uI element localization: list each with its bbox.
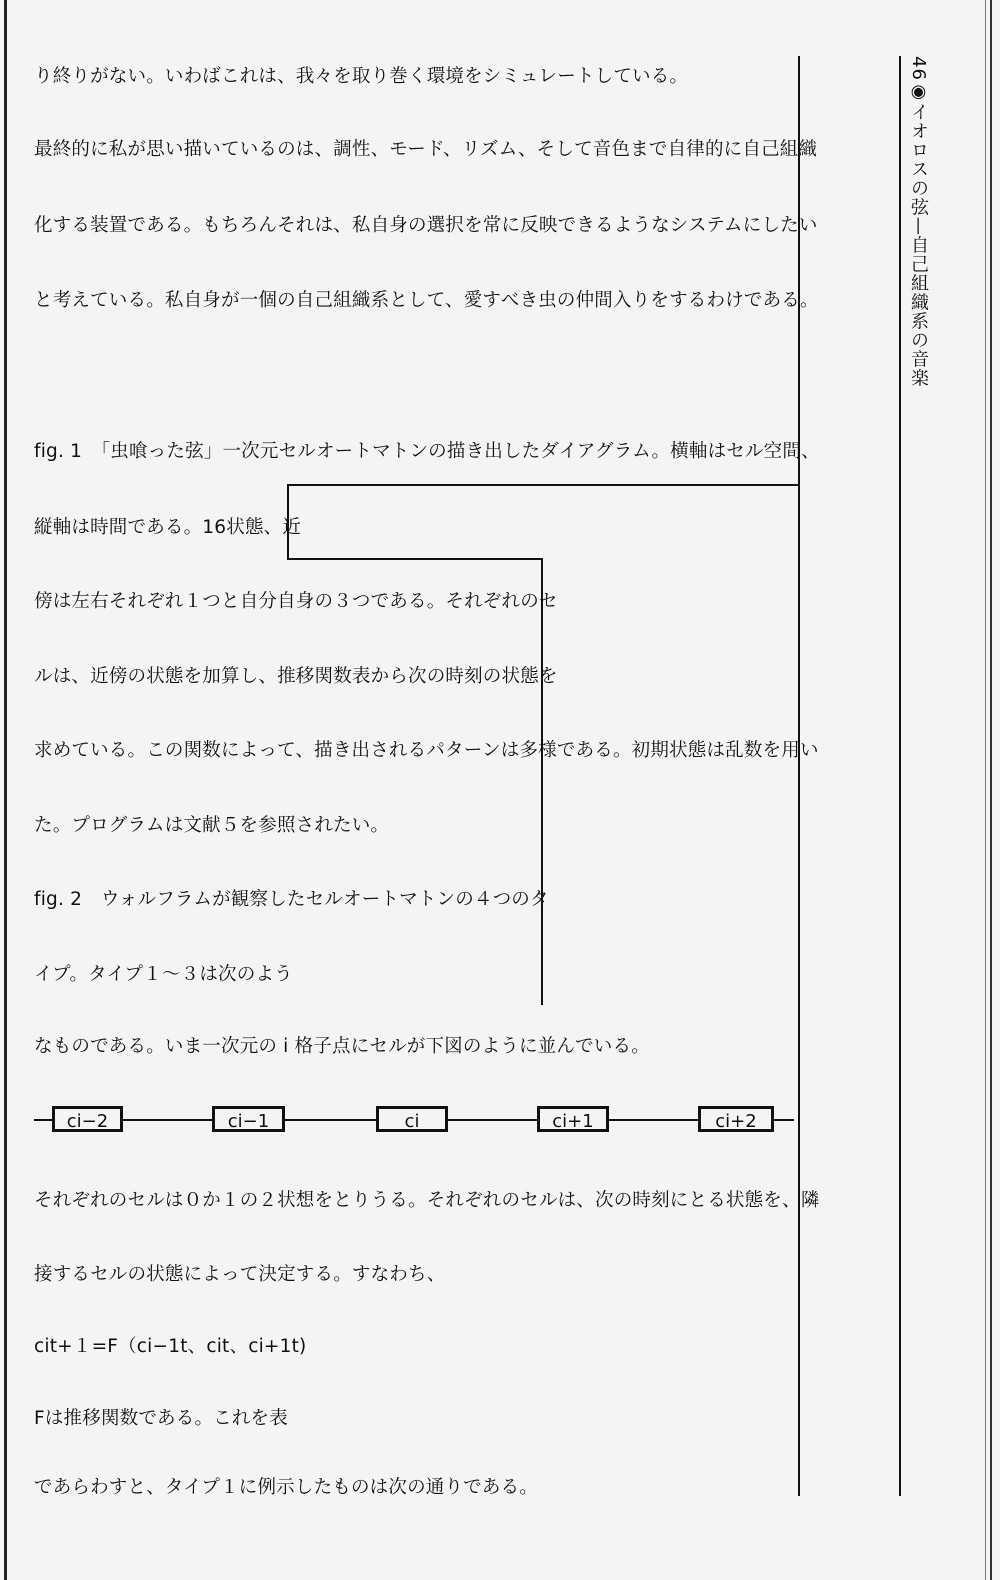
cell-lattice-diagram	[34, 1104, 794, 1136]
margin-rule	[899, 56, 901, 1496]
body-line: であらわすと、タイプ１に例示したものは次の通りである。	[34, 1477, 538, 1498]
figure-frame-inner	[541, 558, 543, 1005]
cell-box: ci+1	[537, 1106, 609, 1132]
caption-line: なものである。いま一次元の i 格子点にセルが下図のように並んでいる。	[34, 1036, 650, 1057]
caption-line: 縦軸は時間である。16状態、近	[34, 517, 302, 538]
body-line: Fは推移関数である。これを表	[34, 1408, 288, 1429]
body-line: 接するセルの状態によって決定する。すなわち、	[34, 1264, 446, 1285]
page-edge	[4, 0, 7, 1580]
body-line: り終りがない。いわばこれは、我々を取り巻く環境をシミュレートしている。	[34, 66, 689, 87]
cell-box: ci−1	[212, 1106, 285, 1132]
column-rule	[798, 56, 800, 1496]
caption-line: fig. 2 ウォルフラムが観察したセルオートマトンの４つのタ	[34, 889, 549, 910]
cell-box: ci−2	[52, 1106, 123, 1132]
body-line: 最終的に私が思い描いているのは、調性、モード、リズム、そして音色まで自律的に自己組織	[34, 139, 818, 160]
page-edge	[990, 0, 992, 1580]
caption-line: 傍は左右それぞれ１つと自分自身の３つである。それぞれのセ	[34, 591, 558, 612]
figure-frame-step	[287, 558, 543, 560]
formula-line: cit+１=F（ci−1t、cit、ci+1t)	[34, 1336, 307, 1357]
figure-frame-top	[287, 484, 798, 486]
caption-line: 求めている。この関数によって、描き出されるパターンは多様である。初期状態は乱数を用い	[34, 740, 819, 761]
caption-line: た。プログラムは文献５を参照されたい。	[34, 815, 390, 836]
cell-box: ci	[376, 1106, 448, 1132]
page-edge	[985, 0, 986, 1580]
caption-line: イプ。タイプ１〜３は次のよう	[34, 964, 293, 985]
caption-line: fig. 1 「虫喰った弦」一次元セルオートマトンの描き出したダイアグラム。横軸はセル空間、	[34, 441, 820, 462]
body-line: 化する装置である。もちろんそれは、私自身の選択を常に反映できるようなシステムにしたい	[34, 215, 818, 236]
cell-box: ci+2	[698, 1106, 774, 1132]
running-head: 46◉イオロスの弦—自己組織系の音楽	[908, 56, 929, 388]
body-line: と考えている。私自身が一個の自己組織系として、愛すべき虫の仲間入りをするわけである。	[34, 290, 819, 311]
caption-line: ルは、近傍の状態を加算し、推移関数表から次の時刻の状態を	[34, 666, 558, 687]
body-line: それぞれのセルは０か１の２状想をとりうる。それぞれのセルは、次の時刻にとる状態を、隣	[34, 1190, 820, 1211]
